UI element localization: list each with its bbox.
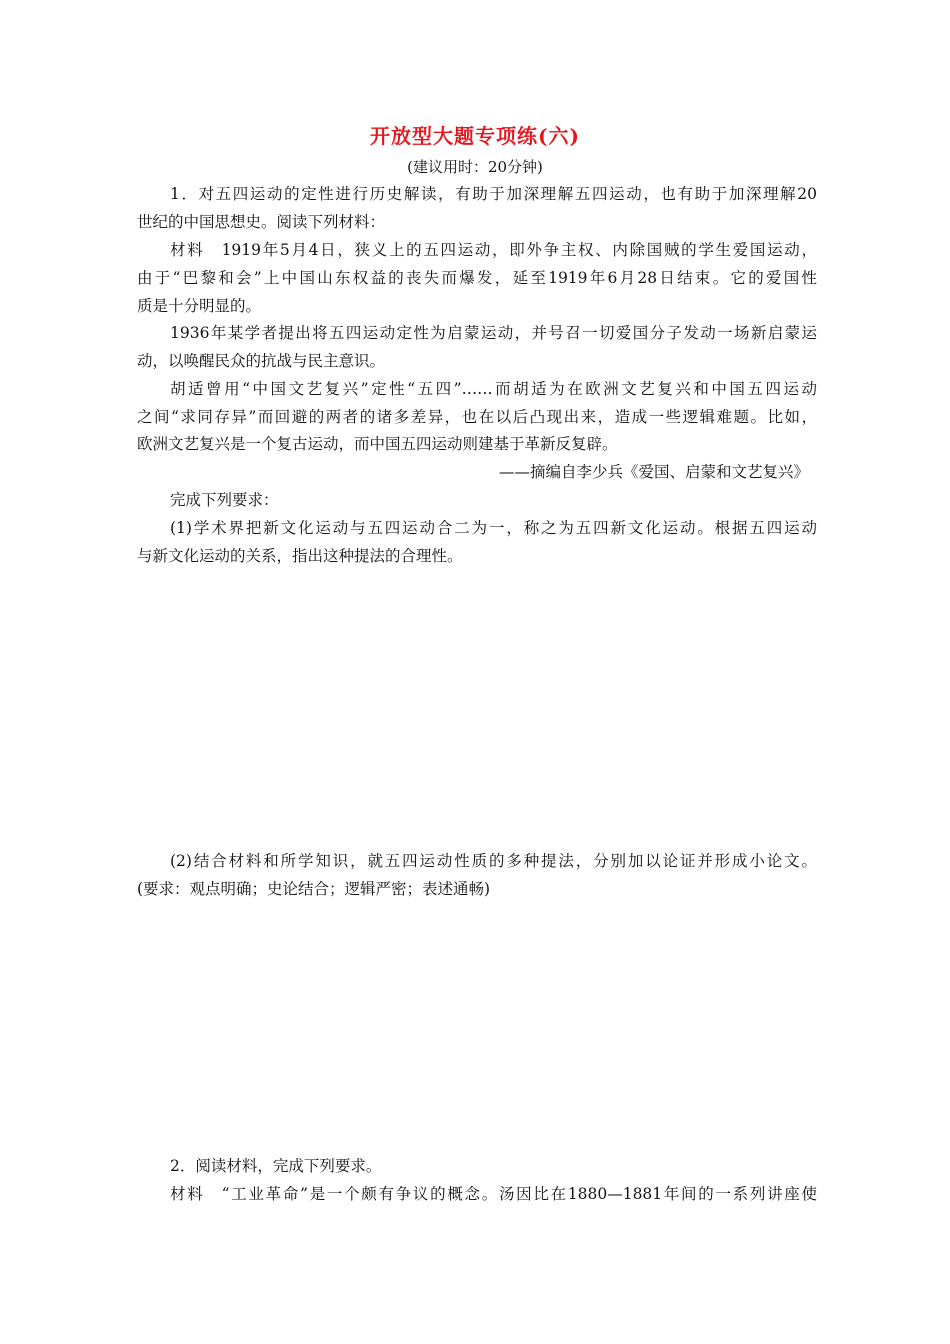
q1-material2-line-1: 1936年某学者提出将五四运动定性为启蒙运动，并号召一切爱国分子发动一场新启蒙运	[170, 324, 817, 342]
q1-material2-line-2: 动，以唤醒民众的抗战与民主意识。	[137, 352, 386, 370]
q1-intro-line-1: 1．对五四运动的定性进行历史解读，有助于加深理解五四运动，也有助于加深理解20	[170, 185, 817, 203]
q2-material1-line-1: 材料 “工业革命”是一个颇有争议的概念。汤因比在1880—1881年间的一系列讲座使	[170, 1185, 817, 1203]
q1-material3-line-2: 之间“求同存异”而回避的两者的诸多差异，也在以后凸现出来，造成一些逻辑难题。比如，	[137, 408, 817, 426]
q2-intro: 2．阅读材料，完成下列要求。	[170, 1157, 382, 1175]
q1-part1-line-2: 与新文化运动的关系，指出这种提法的合理性。	[137, 547, 463, 565]
q1-intro-line-2: 世纪的中国思想史。阅读下列材料：	[137, 213, 386, 231]
q1-part1-line-1: (1)学术界把新文化运动与五四运动合二为一，称之为五四新文化运动。根据五四运动	[170, 519, 817, 537]
q1-material3-line-3: 欧洲文艺复兴是一个复古运动，而中国五四运动则建基于革新反复辟。	[137, 435, 618, 453]
q1-part2-line-2: (要求：观点明确；史论结合；逻辑严密；表述通畅)	[137, 880, 491, 898]
q1-part2-line-1: (2)结合材料和所学知识，就五四运动性质的多种提法，分别加以论证并形成小论文。	[170, 852, 817, 870]
q1-material3-line-1: 胡适曾用“中国文艺复兴”定性“五四”……而胡适为在欧洲文艺复兴和中国五四运动	[170, 380, 817, 398]
page-title: 开放型大题专项练(六)	[370, 124, 580, 148]
q1-material1-line-3: 质是十分明显的。	[137, 297, 262, 315]
q1-material1-line-2: 由于“巴黎和会”上中国山东权益的丧失而爆发，延至1919年6月28日结束。它的爱国性	[137, 269, 817, 287]
q1-task: 完成下列要求：	[170, 491, 279, 509]
q1-source: ——摘编自李少兵《爱国、启蒙和文艺复兴》	[498, 463, 809, 481]
q1-material1-line-1: 材料 1919年5月4日，狭义上的五四运动，即外争主权、内除国贼的学生爱国运动，	[170, 241, 817, 259]
suggested-time: (建议用时：20分钟)	[407, 158, 543, 176]
